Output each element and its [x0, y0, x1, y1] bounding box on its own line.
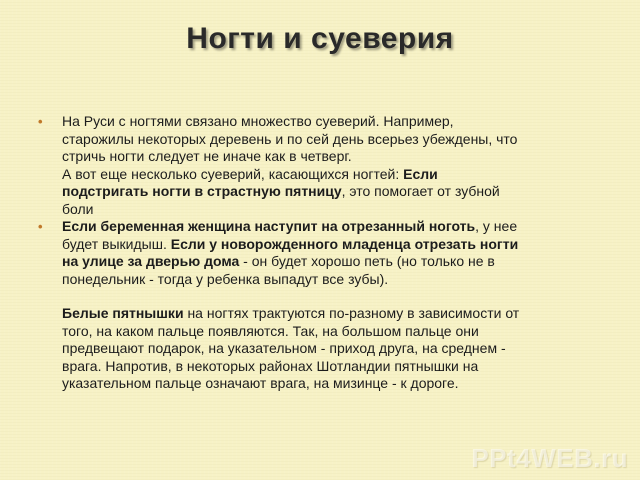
- text-run: , это помогает от зубной: [341, 183, 500, 199]
- text-line: врага. Напротив, в некоторых районах Шотландии пятнышки на: [62, 357, 479, 374]
- text-run: А вот еще несколько суеверий, касающихся ногтей:: [62, 165, 404, 182]
- text-line: [62, 166, 608, 184]
- text-run: будет выкидыш.: [62, 235, 171, 252]
- bold-text: подстригать ногти в страстную пятницу: [62, 183, 342, 199]
- text-line: [62, 253, 608, 271]
- text-line: На Руси с ногтями связано множество суеверий. Например,: [62, 113, 454, 129]
- bold-text: Если у новорожденного младенца отрезать ногти: [170, 235, 519, 252]
- bullet-icon: •: [38, 114, 43, 129]
- text-run: , у нее: [475, 218, 518, 234]
- bullet-item-2: [38, 218, 608, 393]
- watermark-logo: PPt4WEB.ru: [471, 443, 628, 473]
- text-line: стричь ногти следует не иначе как в четверг.: [62, 148, 352, 164]
- paragraph-gap: [62, 288, 608, 305]
- slide-title: Ногти и суеверия: [186, 22, 454, 55]
- text-line: [62, 236, 608, 254]
- text-line: [62, 183, 608, 201]
- text-line: предвещают подарок, на указательном - приход друга, на среднем -: [62, 340, 506, 356]
- text-line: [62, 218, 608, 236]
- text-line: того, на каком пальце появляются. Так, на большом пальце они: [62, 322, 479, 339]
- text-line: боли: [62, 200, 94, 217]
- bold-text: Белые пятнышки: [62, 305, 184, 321]
- text-line: понедельник - тогда у ребенка выпадут все зубы).: [62, 270, 389, 287]
- bold-text: на улице за дверью дома: [62, 253, 240, 269]
- slide-body: [38, 113, 608, 393]
- text-line: указательном пальце означают врага, на мизинце - к дороге.: [62, 375, 459, 391]
- bold-text: Если: [403, 165, 438, 182]
- text-run: - он будет хорошо петь (но только не в: [239, 253, 495, 269]
- bullet-item-1: [38, 113, 608, 218]
- bold-text: Если беременная женщина наступит на отрезанный ноготь: [62, 218, 476, 234]
- text-run: на ногтях трактуются по-разному в зависимости от: [183, 305, 520, 321]
- text-line: старожилы некоторых деревень и по сей день всерьез убеждены, что: [62, 130, 518, 147]
- bullet-icon: •: [38, 219, 43, 234]
- text-line: [62, 305, 608, 323]
